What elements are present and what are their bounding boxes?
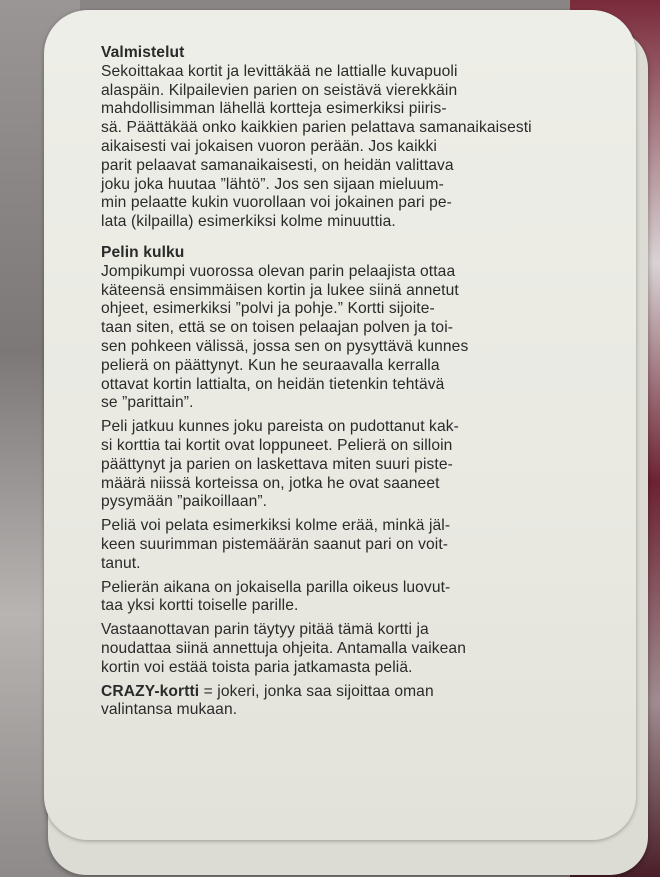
text-line: ottavat kortin lattialta, on heidän tietenkin tehtävä [101,375,445,393]
heading-pelin-kulku: Pelin kulku [101,243,185,261]
paragraph-pelin-kulku-4 [101,579,581,617]
text-line: taa yksi kortti toiselle parille. [101,597,299,615]
text-line: valintansa mukaan. [101,701,238,719]
text-line: kortin voi estää toista paria jatkamasta peliä. [101,658,413,676]
crazy-kortti-definition: = jokeri, jonka saa sijoittaa oman [199,682,434,700]
text-line: joku joka huutaa ”lähtö”. Jos sen sijaan mieluum- [101,175,444,193]
text-line: noudattaa siinä annettuja ohjeita. Antamalla vaikean [101,639,466,657]
text-line: min pelaatte kukin vuorollaan voi jokainen pari pe- [101,194,452,212]
text-line: mahdollisimman lähellä kortteja esimerkiksi piiris- [101,100,447,118]
text-line: päättynyt ja parien on laskettava miten suuri piste- [101,455,453,473]
text-line: pysymään ”paikoillaan”. [101,493,268,511]
text-line: lata (kilpailla) esimerkiksi kolme minuuttia. [101,213,396,231]
text-line [101,683,581,702]
text-line: Vastaanottavan parin täytyy pitää tämä kortti ja [101,621,429,639]
text-line: parit pelaavat samanaikaisesti, on heidän valittava [101,156,454,174]
text-line: si korttia tai kortit ovat loppuneet. Pelierä on silloin [101,436,453,454]
card-text [101,44,581,720]
text-line: keen suurimman pistemäärän saanut pari on voit- [101,535,449,553]
heading-valmistelut: Valmistelut [101,44,185,61]
paragraph-valmistelut [101,63,581,232]
text-line: taan siten, että se on toisen pelaajan polven ja toi- [101,319,454,337]
paragraph-pelin-kulku-2 [101,418,581,512]
text-line: Pelierän aikana on jokaisella parilla oikeus luovut- [101,578,451,596]
text-line: tanut. [101,554,141,572]
crazy-kortti-term: CRAZY-kortti [101,682,200,700]
text-line: ohjeet, esimerkiksi ”polvi ja pohje.” Kortti sijoite- [101,300,435,318]
text-line: Jompikumpi vuorossa olevan parin pelaajista ottaa [101,262,456,280]
paragraph-pelin-kulku-3 [101,517,581,573]
text-line: se ”parittain”. [101,394,194,412]
text-line: alaspäin. Kilpailevien parien on seistävä vierekkäin [101,81,458,99]
paragraph-crazy-kortti [101,683,581,721]
text-line: Peliä voi pelata esimerkiksi kolme erää, minkä jäl- [101,517,451,535]
paragraph-pelin-kulku-5 [101,621,581,677]
text-line: aikaisesti vai jokaisen vuoron perään. Jos kaikki [101,137,438,155]
text-line: käteensä ensimmäisen kortin ja lukee siinä annetut [101,281,459,299]
text-line: Sekoittakaa kortit ja levittäkää ne lattialle kuvapuoli [101,62,458,80]
text-line: Peli jatkuu kunnes joku pareista on pudottanut kak- [101,418,459,436]
text-line: määrä niissä korteissa on, jotka he ovat saaneet [101,474,440,492]
text-line: pelierä on päättynyt. Kun he seuraavalla kerralla [101,356,440,374]
paragraph-pelin-kulku-1 [101,263,581,413]
text-line: sä. Päättäkää onko kaikkien parien pelattava samanaikaisesti [101,119,532,137]
text-line: sen pohkeen välissä, jossa sen on pysyttävä kunnes [101,337,469,355]
